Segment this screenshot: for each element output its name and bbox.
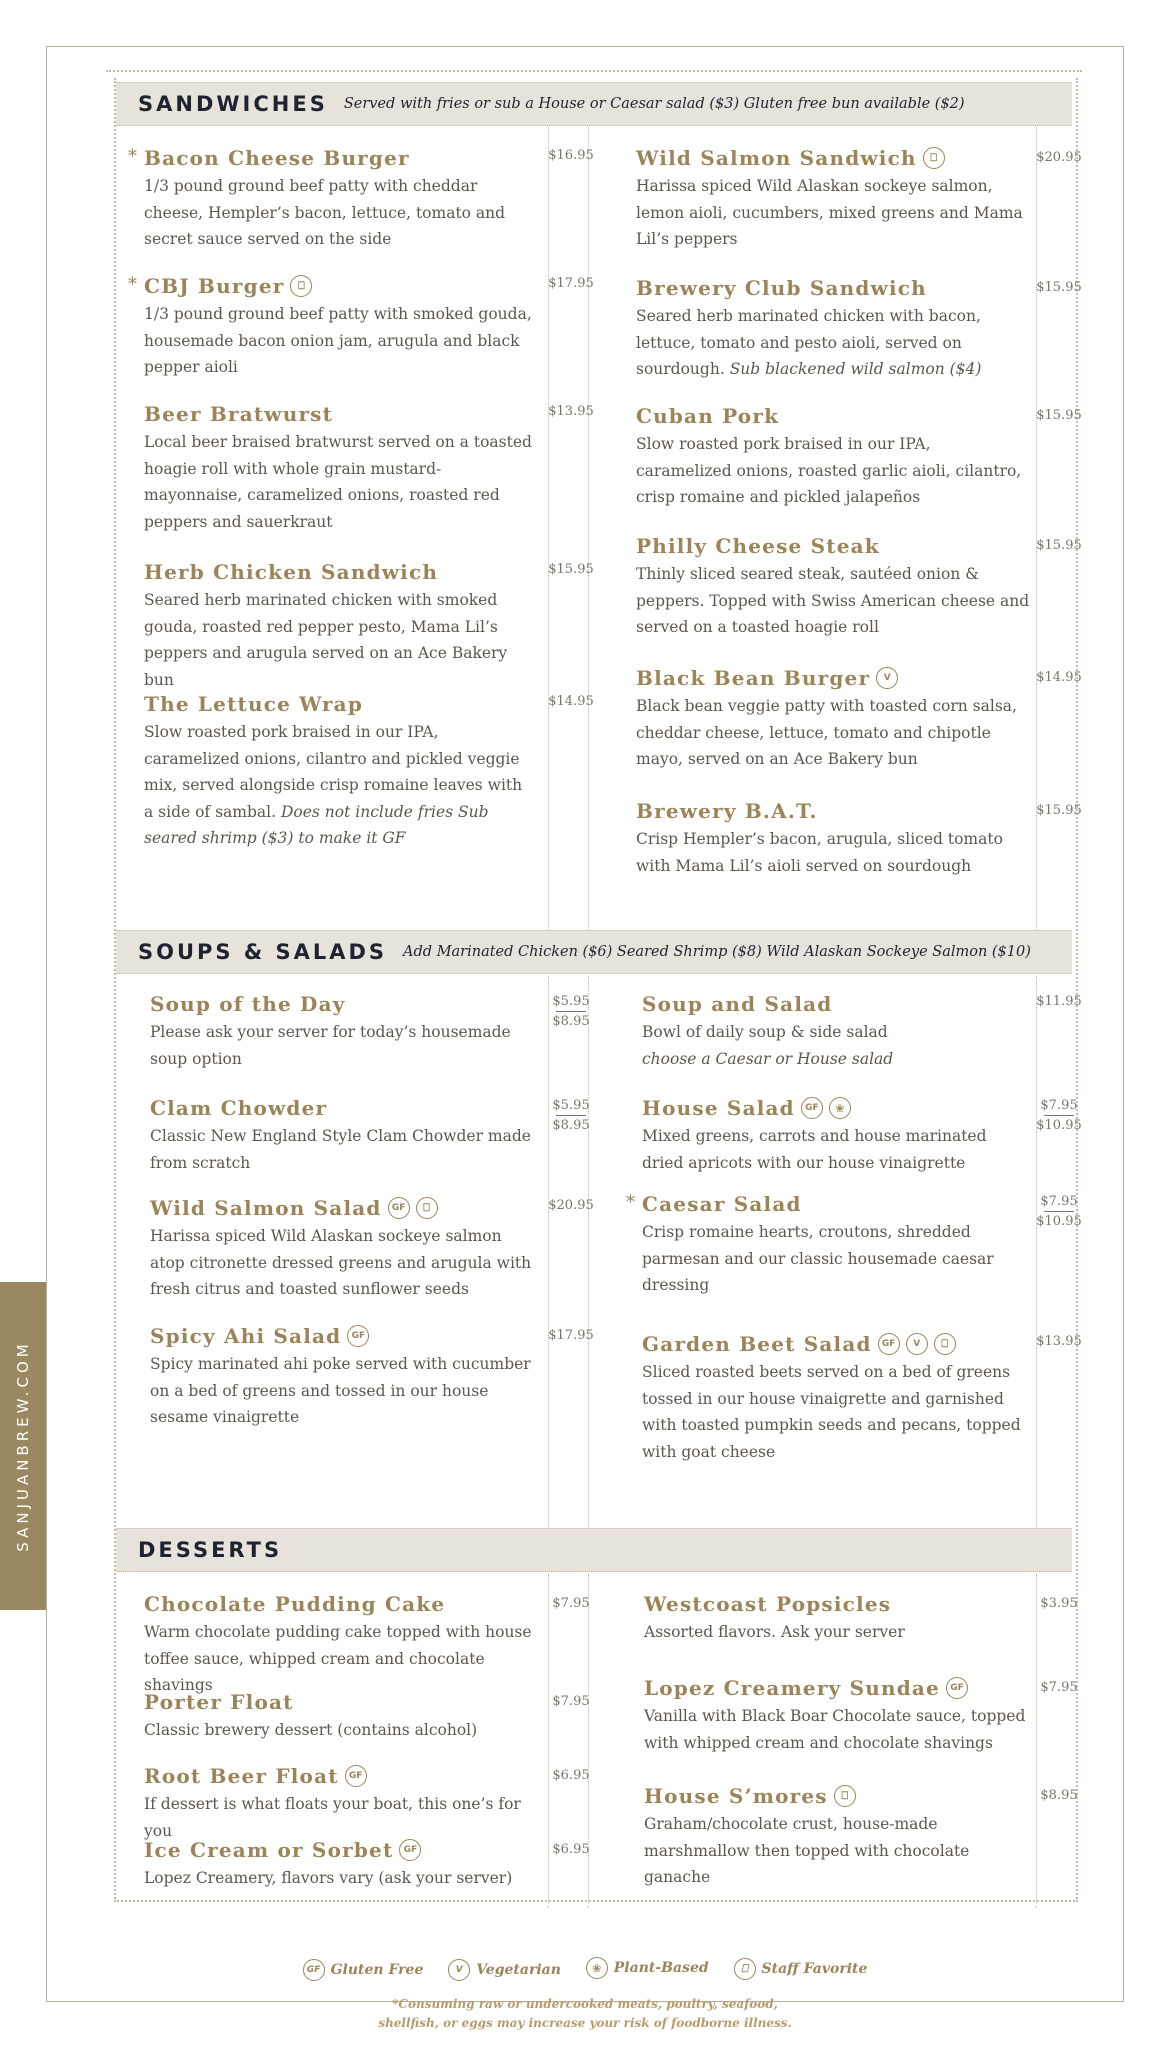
menu-board: [106, 70, 1082, 1907]
website-tab[interactable]: [0, 1282, 46, 1610]
item-description: Assorted flavors. Ask your server: [644, 1623, 905, 1641]
item-name: Chocolate Pudding Cake: [144, 1592, 446, 1616]
section-header-sandwiches: [116, 82, 1072, 126]
menu-item[interactable]: [636, 404, 1031, 511]
item-price-pair: [1034, 1194, 1084, 1229]
gluten-free-icon: GF: [801, 1097, 823, 1119]
staff-favorite-icon: [923, 147, 945, 169]
consumer-advisory-star: *: [128, 274, 137, 295]
column-rule: [588, 976, 589, 1532]
menu-item[interactable]: [636, 146, 1031, 253]
item-name: Bacon Cheese Burger: [144, 146, 410, 170]
legend-staff-favorite: Staff Favorite: [761, 1960, 868, 1977]
item-price: $7.95: [552, 1694, 590, 1709]
item-price: $20.95: [1036, 150, 1082, 165]
item-description: Mixed greens, carrots and house marinated dried apricots with our house vinaigrette: [642, 1127, 987, 1172]
item-name: Root Beer Float: [144, 1764, 339, 1788]
menu-item[interactable]: [150, 1324, 536, 1431]
item-price-pair: [546, 1098, 596, 1133]
menu-item[interactable]: [644, 1784, 1034, 1891]
column-rule: [548, 122, 549, 932]
menu-item[interactable]: [626, 1192, 1032, 1299]
section-title: SANDWICHES: [138, 92, 328, 116]
item-price: $17.95: [548, 1328, 594, 1343]
menu-item[interactable]: [644, 1592, 1034, 1646]
menu-item[interactable]: [636, 276, 1031, 383]
menu-item[interactable]: [144, 1690, 542, 1744]
item-name: House S’mores: [644, 1784, 828, 1808]
section-title: DESSERTS: [138, 1538, 283, 1562]
cup-price: $5.95: [552, 1098, 590, 1113]
item-description: 1/3 pound ground beef patty with smoked gouda, housemade bacon onion jam, arugula and black pepper aioli: [144, 305, 532, 376]
vegetarian-icon: V: [876, 667, 898, 689]
item-description: Sliced roasted beets served on a bed of greens tossed in our house vinaigrette and garnished with toasted pumpkin seeds and pecans, topped with goat cheese: [642, 1363, 1021, 1461]
item-name: Beer Bratwurst: [144, 402, 334, 426]
side-price: $7.95: [1040, 1194, 1078, 1209]
vegetarian-icon: V: [906, 1333, 928, 1355]
item-description: Local beer braised bratwurst served on a toasted hoagie roll with whole grain mustard-mayonnaise, caramelized onions, roasted red peppers and sauerkraut: [144, 433, 532, 531]
consumer-advisory-star: *: [128, 146, 137, 167]
section-note: Served with fries or sub a House or Caesar salad ($3) Gluten free bun available ($2): [343, 96, 965, 112]
item-description: Classic New England Style Clam Chowder made from scratch: [150, 1127, 531, 1172]
item-price: $15.95: [1036, 280, 1082, 295]
item-price: $13.95: [1036, 1334, 1082, 1349]
legend-plant-based: Plant-Based: [613, 1960, 709, 1976]
item-name: Herb Chicken Sandwich: [144, 560, 439, 584]
consumer-advisory-star: *: [626, 1192, 635, 1213]
item-name: House Salad: [642, 1096, 795, 1120]
bowl-price: $8.95: [552, 1014, 590, 1029]
menu-item[interactable]: [144, 560, 536, 693]
item-description: Classic brewery dessert (contains alcohol): [144, 1721, 478, 1739]
item-price: $11.95: [1036, 994, 1082, 1009]
section-header-desserts: [116, 1528, 1072, 1572]
item-description: Spicy marinated ahi poke served with cucumber on a bed of greens and tossed in our house sesame vinaigrette: [150, 1355, 531, 1426]
menu-item[interactable]: [150, 992, 536, 1072]
item-description: Black bean veggie patty with toasted corn salsa, cheddar cheese, lettuce, tomato and chipotle mayo, served on an Ace Bakery bun: [636, 697, 1017, 768]
menu-item[interactable]: [150, 1096, 536, 1176]
item-description: Please ask your server for today’s housemade soup option: [150, 1023, 511, 1068]
column-rule: [1036, 976, 1037, 1532]
side-price: $7.95: [1040, 1098, 1078, 1113]
item-name: Lopez Creamery Sundae: [644, 1676, 940, 1700]
staff-favorite-icon: [834, 1785, 856, 1807]
menu-item[interactable]: [144, 402, 536, 535]
staff-favorite-icon: [290, 275, 312, 297]
item-price-pair: [1034, 1098, 1084, 1133]
item-price-pair: [546, 994, 596, 1029]
item-description: Seared herb marinated chicken with bacon, lettuce, tomato and pesto aioli, served on sourdough.: [636, 307, 981, 378]
consumer-advisory: [0, 1995, 1170, 2033]
gluten-free-icon: GF: [878, 1333, 900, 1355]
item-price: $15.95: [548, 562, 594, 577]
item-name: Brewery Club Sandwich: [636, 276, 927, 300]
item-description: Graham/chocolate crust, house-made marshmallow then topped with chocolate ganache: [644, 1815, 970, 1886]
legend-gluten-free: Gluten Free: [330, 1961, 424, 1978]
item-price: $15.95: [1036, 538, 1082, 553]
menu-item[interactable]: [636, 799, 1031, 879]
item-name: CBJ Burger: [144, 274, 285, 298]
column-rule: [548, 976, 549, 1532]
item-name: Clam Chowder: [150, 1096, 328, 1120]
gluten-free-icon: GF: [345, 1765, 367, 1787]
item-price: $14.95: [1036, 670, 1082, 685]
gluten-free-icon: GF: [946, 1677, 968, 1699]
disclaimer-line: *Consuming raw or undercooked meats, poultry, seafood,: [392, 1997, 778, 2011]
item-price: $17.95: [548, 276, 594, 291]
menu-item[interactable]: [150, 1196, 536, 1303]
menu-item[interactable]: [636, 666, 1031, 773]
menu-item[interactable]: [642, 992, 1032, 1072]
item-name: Garden Beet Salad: [642, 1332, 872, 1356]
menu-item[interactable]: [644, 1676, 1034, 1756]
item-description: Slow roasted pork braised in our IPA, caramelized onions, roasted garlic aioli, cilantro, crisp romaine and pickled jalapeños: [636, 435, 1022, 506]
item-price: $16.95: [548, 148, 594, 163]
item-note: Does not include fries Sub seared shrimp ($3) to make it GF: [144, 802, 489, 847]
item-name: The Lettuce Wrap: [144, 692, 364, 716]
item-name: Black Bean Burger: [636, 666, 871, 690]
item-price: $6.95: [552, 1842, 590, 1857]
item-name: Cuban Pork: [636, 404, 780, 428]
item-name: Spicy Ahi Salad: [150, 1324, 342, 1348]
item-description: Warm chocolate pudding cake topped with house toffee sauce, whipped cream and chocolate shavings: [144, 1623, 532, 1694]
item-price: $15.95: [1036, 408, 1082, 423]
gluten-free-icon: GF: [347, 1325, 369, 1347]
menu-item[interactable]: [128, 274, 536, 381]
item-name: Wild Salmon Sandwich: [636, 146, 917, 170]
item-name: Ice Cream or Sorbet: [144, 1838, 394, 1862]
item-name: Porter Float: [144, 1690, 294, 1714]
item-note: Sub blackened wild salmon ($4): [729, 360, 982, 378]
dietary-legend: [0, 1957, 1170, 1981]
item-price: $13.95: [548, 404, 594, 419]
item-description: 1/3 pound ground beef patty with cheddar cheese, Hempler’s bacon, lettuce, tomato and secret sauce served on the side: [144, 177, 506, 248]
item-description: Slow roasted pork braised in our IPA, caramelized onions, cilantro and pickled veggie mix, served alongside crisp romaine leaves with a side of sambal.: [144, 723, 523, 821]
item-price: $14.95: [548, 694, 594, 709]
item-description: Crisp Hempler’s bacon, arugula, sliced tomato with Mama Lil’s aioli served on sourdough: [636, 830, 1003, 875]
plant-based-icon: [586, 1957, 608, 1979]
menu-item[interactable]: [642, 1096, 1032, 1176]
item-price: $3.95: [1040, 1596, 1078, 1611]
menu-item[interactable]: [144, 692, 536, 852]
staff-favorite-icon: [934, 1333, 956, 1355]
item-price: $15.95: [1036, 803, 1082, 818]
section-title: SOUPS & SALADS: [138, 940, 388, 964]
website-label: SANJUANBREW.COM: [14, 1340, 32, 1552]
item-name: Brewery B.A.T.: [636, 799, 818, 823]
item-note: choose a Caesar or House salad: [642, 1049, 894, 1068]
legend-vegetarian: Vegetarian: [476, 1961, 561, 1978]
item-name: Philly Cheese Steak: [636, 534, 880, 558]
item-price: $7.95: [552, 1596, 590, 1611]
column-rule: [588, 1574, 589, 1908]
gluten-free-icon: GF: [303, 1959, 325, 1981]
item-price: $20.95: [548, 1198, 594, 1213]
menu-item[interactable]: [144, 1764, 542, 1844]
plant-based-icon: [829, 1097, 851, 1119]
item-name: Soup of the Day: [150, 992, 346, 1016]
gluten-free-icon: GF: [388, 1197, 410, 1219]
staff-favorite-icon: [734, 1958, 756, 1980]
item-price: $8.95: [1040, 1788, 1078, 1803]
menu-item[interactable]: [144, 1592, 542, 1699]
item-name: Soup and Salad: [642, 992, 833, 1016]
item-description: Harissa spiced Wild Alaskan sockeye salmon, lemon aioli, cucumbers, mixed greens and Mama Lil’s peppers: [636, 177, 1023, 248]
column-rule: [1036, 1574, 1037, 1908]
full-price: $10.95: [1036, 1214, 1082, 1229]
menu-item[interactable]: [128, 146, 536, 253]
full-price: $10.95: [1036, 1118, 1082, 1133]
item-price: $6.95: [552, 1768, 590, 1783]
item-description: Bowl of daily soup & side salad: [642, 1023, 888, 1041]
item-description: Seared herb marinated chicken with smoked gouda, roasted red pepper pesto, Mama Lil’s peppers and arugula served on an Ace Bakery bun: [144, 591, 508, 689]
menu-item[interactable]: [642, 1332, 1032, 1465]
item-description: Vanilla with Black Boar Chocolate sauce, topped with whipped cream and chocolate shavings: [644, 1707, 1026, 1752]
bowl-price: $8.95: [552, 1118, 590, 1133]
section-note: Add Marinated Chicken ($6) Seared Shrimp ($8) Wild Alaskan Sockeye Salmon ($10): [403, 944, 1031, 960]
disclaimer-line: shellfish, or eggs may increase your risk of foodborne illness.: [378, 2016, 792, 2030]
item-name: Westcoast Popsicles: [644, 1592, 892, 1616]
column-rule: [588, 122, 589, 932]
cup-price: $5.95: [552, 994, 590, 1009]
item-description: Crisp romaine hearts, croutons, shredded parmesan and our classic housemade caesar dressing: [642, 1223, 994, 1294]
item-name: Wild Salmon Salad: [150, 1196, 382, 1220]
column-rule: [548, 1574, 549, 1908]
item-description: Thinly sliced seared steak, sautéed onion & peppers. Topped with Swiss American cheese and served on a toasted hoagie roll: [636, 565, 1030, 636]
item-description: If dessert is what floats your boat, this one’s for you: [144, 1795, 521, 1840]
item-description: Harissa spiced Wild Alaskan sockeye salmon atop citronette dressed greens and arugula with fresh citrus and toasted sunflower seeds: [150, 1227, 532, 1298]
menu-item[interactable]: [636, 534, 1031, 641]
item-price: $7.95: [1040, 1680, 1078, 1695]
section-header-soups-salads: [116, 930, 1072, 974]
vegetarian-icon: V: [448, 1959, 470, 1981]
menu-item[interactable]: [144, 1838, 542, 1892]
staff-favorite-icon: [416, 1197, 438, 1219]
item-description: Lopez Creamery, flavors vary (ask your server): [144, 1869, 513, 1887]
item-name: Caesar Salad: [642, 1192, 802, 1216]
gluten-free-icon: GF: [399, 1839, 421, 1861]
